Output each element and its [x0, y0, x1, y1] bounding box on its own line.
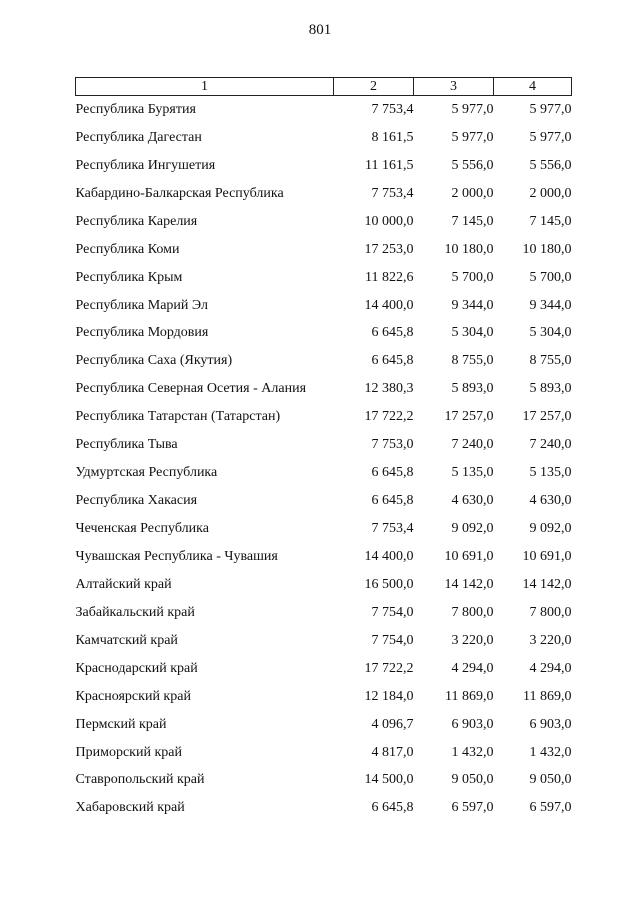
region-name-cell: Республика Саха (Якутия): [75, 353, 233, 369]
value-column-3-cell: 3 220,0: [451, 632, 494, 648]
value-column-2-cell: 7 753,4: [371, 185, 414, 201]
value-column-2-cell: 14 400,0: [364, 297, 414, 313]
table-row: [76, 264, 572, 292]
value-column-4-cell: 4 630,0: [529, 493, 572, 509]
table-row: [76, 487, 572, 515]
value-column-4-cell: 6 903,0: [529, 716, 572, 732]
region-name-cell: Республика Тыва: [75, 437, 178, 453]
region-name-cell: Алтайский край: [75, 576, 172, 592]
table-row: [76, 124, 572, 152]
value-column-4-cell: 9 092,0: [529, 521, 572, 537]
table-row: [76, 96, 572, 124]
column-header-3: 3: [414, 78, 494, 96]
value-column-4-cell: 17 257,0: [522, 409, 572, 425]
value-column-4-cell: 5 977,0: [529, 101, 572, 117]
region-name-cell: Республика Северная Осетия - Алания: [75, 381, 307, 397]
value-column-2-cell: 6 645,8: [371, 353, 414, 369]
value-column-4-cell: 7 240,0: [529, 437, 572, 453]
value-column-4-cell: 8 755,0: [529, 353, 572, 369]
region-name-cell: Краснодарский край: [75, 660, 198, 676]
table-row: [76, 375, 572, 403]
value-column-4-cell: 6 597,0: [529, 800, 572, 816]
table-row: [76, 683, 572, 711]
value-column-2-cell: 16 500,0: [364, 576, 414, 592]
region-name-cell: Республика Ингушетия: [75, 157, 216, 173]
value-column-2-cell: 7 753,0: [371, 437, 414, 453]
value-column-2-cell: 17 722,2: [364, 409, 414, 425]
value-column-3-cell: 7 800,0: [451, 604, 494, 620]
table-row: [76, 627, 572, 655]
value-column-4-cell: 5 556,0: [529, 157, 572, 173]
region-name-cell: Республика Коми: [75, 241, 180, 257]
value-column-2-cell: 12 380,3: [364, 381, 414, 397]
value-column-3-cell: 7 145,0: [451, 213, 494, 229]
value-column-3-cell: 1 432,0: [451, 744, 494, 760]
value-column-3-cell: 9 050,0: [451, 772, 494, 788]
table-row: [76, 152, 572, 180]
value-column-2-cell: 4 096,7: [371, 716, 414, 732]
region-name-cell: Республика Марий Эл: [75, 297, 208, 313]
region-name-cell: Пермский край: [75, 716, 167, 732]
value-column-3-cell: 5 304,0: [451, 325, 494, 341]
value-column-4-cell: 5 135,0: [529, 465, 572, 481]
value-column-4-cell: 5 977,0: [529, 129, 572, 145]
value-column-4-cell: 5 893,0: [529, 381, 572, 397]
table-row: [76, 459, 572, 487]
value-column-3-cell: 2 000,0: [451, 185, 494, 201]
value-column-2-cell: 17 253,0: [364, 241, 414, 257]
value-column-2-cell: 7 754,0: [371, 632, 414, 648]
value-column-3-cell: 10 180,0: [444, 241, 494, 257]
value-column-3-cell: 4 294,0: [451, 660, 494, 676]
column-header-4: 4: [494, 78, 572, 96]
value-column-2-cell: 11 822,6: [365, 269, 414, 285]
value-column-2-cell: 14 500,0: [364, 772, 414, 788]
value-column-3-cell: 5 556,0: [451, 157, 494, 173]
value-column-4-cell: 9 344,0: [529, 297, 572, 313]
header-row: [76, 78, 572, 96]
region-name-cell: Республика Татарстан (Татарстан): [75, 409, 281, 425]
region-name-cell: Камчатский край: [75, 632, 178, 648]
region-name-cell: Чувашская Республика - Чувашия: [75, 548, 278, 564]
region-name-cell: Красноярский край: [75, 688, 191, 704]
value-column-3-cell: 5 977,0: [451, 101, 494, 117]
value-column-2-cell: 8 161,5: [371, 129, 414, 145]
data-table: [75, 77, 572, 822]
value-column-3-cell: 14 142,0: [444, 576, 494, 592]
page-number: 801: [308, 22, 332, 38]
value-column-3-cell: 9 092,0: [451, 521, 494, 537]
table-row: [76, 515, 572, 543]
region-name-cell: Чеченская Республика: [75, 521, 209, 537]
table-row: [76, 208, 572, 236]
value-column-2-cell: 7 753,4: [371, 101, 414, 117]
value-column-4-cell: 7 145,0: [529, 213, 572, 229]
value-column-2-cell: 14 400,0: [364, 548, 414, 564]
value-column-4-cell: 10 691,0: [522, 548, 572, 564]
value-column-2-cell: 7 753,4: [371, 521, 414, 537]
value-column-3-cell: 5 135,0: [451, 465, 494, 481]
table-row: [76, 739, 572, 767]
value-column-2-cell: 7 754,0: [371, 604, 414, 620]
table-row: [76, 543, 572, 571]
value-column-3-cell: 7 240,0: [451, 437, 494, 453]
table-row: [76, 347, 572, 375]
value-column-4-cell: 5 700,0: [529, 269, 572, 285]
region-name-cell: Республика Хакасия: [75, 493, 198, 509]
table-body: [76, 96, 572, 823]
table-row: [76, 767, 572, 795]
value-column-2-cell: 12 184,0: [364, 688, 414, 704]
table-row: [76, 403, 572, 431]
value-column-3-cell: 8 755,0: [451, 353, 494, 369]
value-column-4-cell: 14 142,0: [522, 576, 572, 592]
region-name-cell: Хабаровский край: [75, 800, 185, 816]
region-name-cell: Республика Карелия: [75, 213, 198, 229]
value-column-3-cell: 6 597,0: [451, 800, 494, 816]
value-column-2-cell: 6 645,8: [371, 493, 414, 509]
table-row: [76, 180, 572, 208]
value-column-2-cell: 6 645,8: [371, 325, 414, 341]
value-column-4-cell: 2 000,0: [529, 185, 572, 201]
value-column-3-cell: 9 344,0: [451, 297, 494, 313]
region-name-cell: Республика Дагестан: [75, 129, 202, 145]
region-name-cell: Забайкальский край: [75, 604, 195, 620]
region-name-cell: Республика Крым: [75, 269, 183, 285]
value-column-3-cell: 17 257,0: [444, 409, 494, 425]
region-name-cell: Кабардино-Балкарская Республика: [75, 185, 284, 201]
value-column-4-cell: 9 050,0: [529, 772, 572, 788]
value-column-2-cell: 6 645,8: [371, 465, 414, 481]
value-column-4-cell: 1 432,0: [529, 744, 572, 760]
value-column-3-cell: 5 893,0: [451, 381, 494, 397]
value-column-3-cell: 5 977,0: [451, 129, 494, 145]
value-column-4-cell: 11 869,0: [523, 688, 572, 704]
region-name-cell: Ставропольский край: [75, 772, 205, 788]
table-row: [76, 431, 572, 459]
table-row: [76, 794, 572, 822]
column-header-2: 2: [334, 78, 414, 96]
value-column-2-cell: 4 817,0: [371, 744, 414, 760]
value-column-4-cell: 10 180,0: [522, 241, 572, 257]
region-name-cell: Удмуртская Республика: [75, 465, 218, 481]
value-column-3-cell: 5 700,0: [451, 269, 494, 285]
value-column-4-cell: 7 800,0: [529, 604, 572, 620]
table-row: [76, 292, 572, 320]
region-name-cell: Республика Бурятия: [75, 101, 196, 117]
value-column-3-cell: 10 691,0: [444, 548, 494, 564]
value-column-3-cell: 4 630,0: [451, 493, 494, 509]
table-row: [76, 236, 572, 264]
region-name-cell: Приморский край: [75, 744, 182, 760]
value-column-4-cell: 4 294,0: [529, 660, 572, 676]
column-header-1: 1: [76, 78, 334, 96]
value-column-3-cell: 11 869,0: [445, 688, 494, 704]
table-row: [76, 571, 572, 599]
table-row: [76, 655, 572, 683]
table-row: [76, 599, 572, 627]
value-column-4-cell: 3 220,0: [529, 632, 572, 648]
value-column-2-cell: 17 722,2: [364, 660, 414, 676]
region-name-cell: Республика Мордовия: [75, 325, 209, 341]
table-row: [76, 711, 572, 739]
table-row: [76, 320, 572, 348]
value-column-2-cell: 11 161,5: [365, 157, 414, 173]
value-column-2-cell: 10 000,0: [364, 213, 414, 229]
value-column-2-cell: 6 645,8: [371, 800, 414, 816]
value-column-4-cell: 5 304,0: [529, 325, 572, 341]
value-column-3-cell: 6 903,0: [451, 716, 494, 732]
